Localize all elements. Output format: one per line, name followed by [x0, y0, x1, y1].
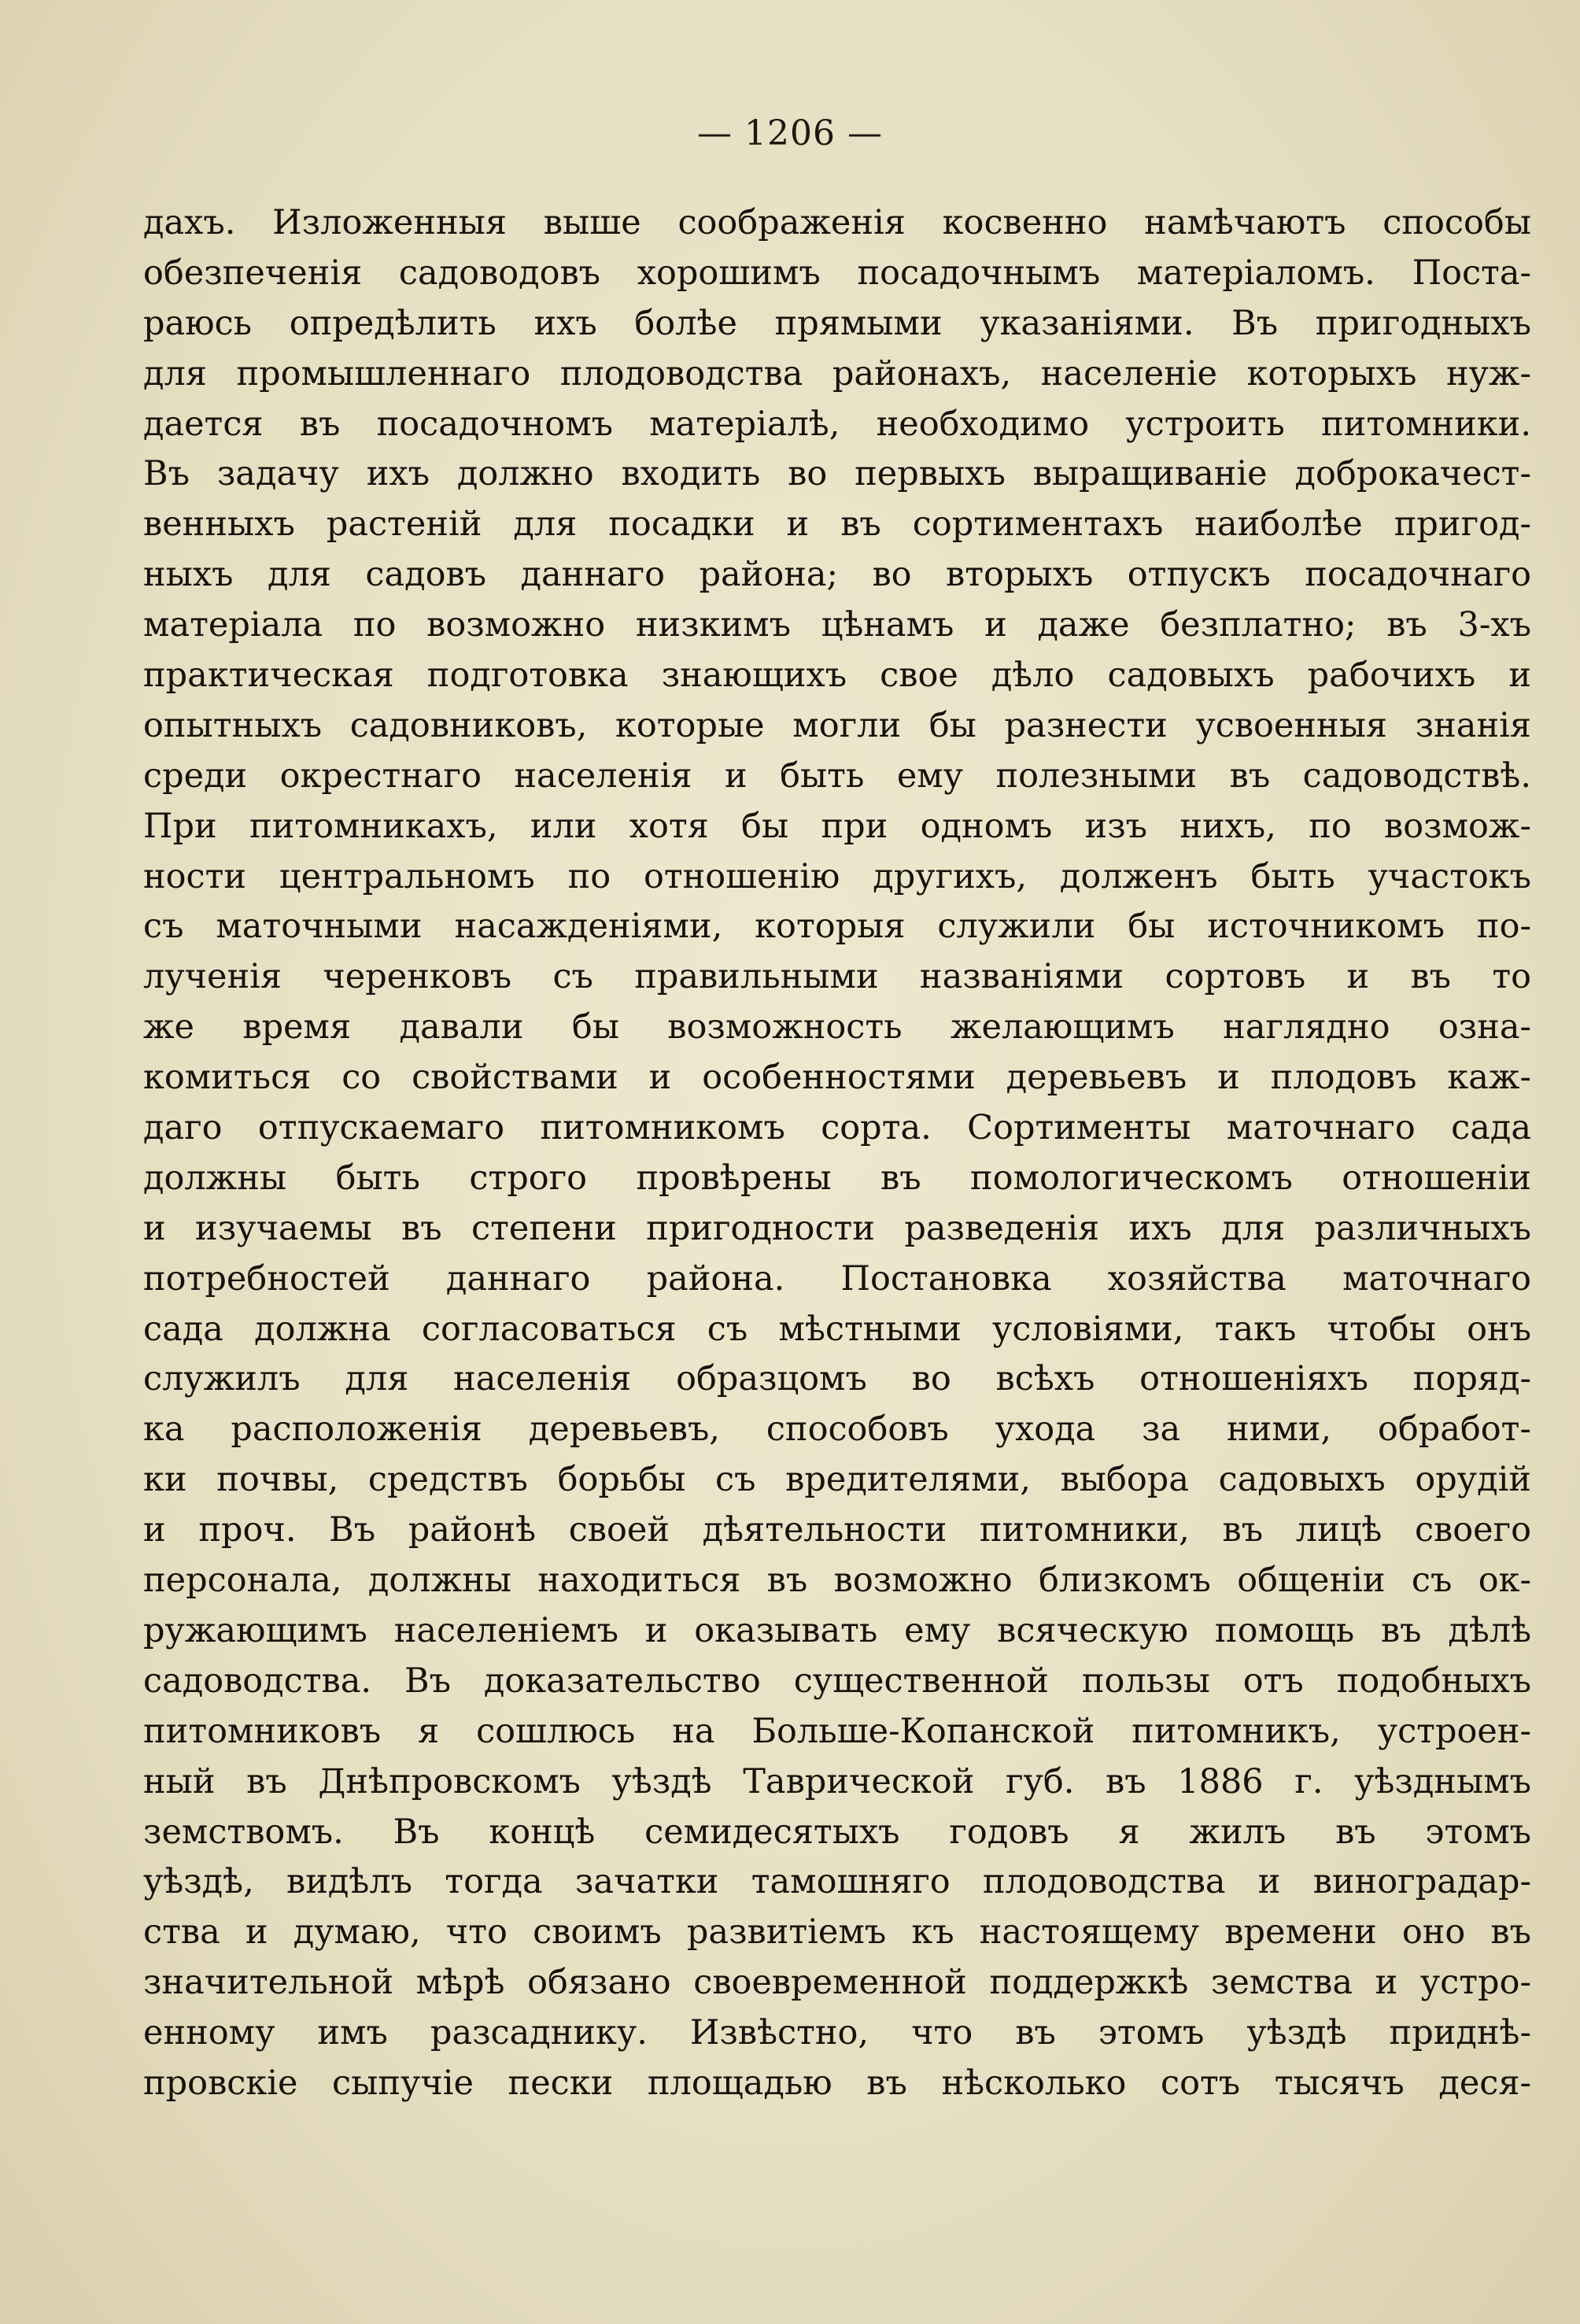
text-line: венныхъ растеній для посадки и въ сортиментахъ наиболѣе пригод-: [143, 504, 1531, 545]
text-line: и изучаемы въ степени пригодности разведенія ихъ для различныхъ: [143, 1208, 1531, 1248]
text-line: ружающимъ населеніемъ и оказывать ему всяческую помощь въ дѣлѣ: [143, 1610, 1531, 1650]
text-line: провскіе сыпучіе пески площадью въ нѣсколько сотъ тысячъ деся-: [143, 2063, 1531, 2103]
text-line: ныхъ для садовъ даннаго района; во вторыхъ отпускъ посадочнаго: [143, 555, 1531, 595]
body-text: [143, 198, 1531, 2109]
text-line: практическая подготовка знающихъ свое дѣло садовыхъ рабочихъ и: [143, 656, 1531, 696]
text-line: матеріала по возможно низкимъ цѣнамъ и даже безплатно; въ 3-хъ: [143, 605, 1531, 645]
text-line: опытныхъ садовниковъ, которые могли бы разнести усвоенныя знанія: [143, 705, 1531, 745]
text-line: питомниковъ я сошлюсь на Больше-Копанской питомникъ, устроен-: [143, 1711, 1531, 1751]
text-line: ки почвы, средствъ борьбы съ вредителями, выбора садовыхъ орудій: [143, 1460, 1531, 1500]
text-line: персонала, должны находиться въ возможно близкомъ общеніи съ ок-: [143, 1561, 1531, 1601]
text-line: обезпеченія садоводовъ хорошимъ посадочнымъ матеріаломъ. Поста-: [143, 253, 1531, 293]
text-line: комиться со свойствами и особенностями деревьевъ и плодовъ каж-: [143, 1058, 1531, 1098]
text-line: должны быть строго провѣрены въ помологическомъ отношеніи: [143, 1158, 1531, 1198]
text-line: земствомъ. Въ концѣ семидесятыхъ годовъ я жилъ въ этомъ: [143, 1812, 1531, 1852]
text-line: уѣздѣ, видѣлъ тогда зачатки тамошняго плодоводства и виноградар-: [143, 1862, 1531, 1902]
text-line: При питомникахъ, или хотя бы при одномъ изъ нихъ, по возмож-: [143, 806, 1531, 846]
text-line: съ маточными насажденіями, которыя служили бы источникомъ по-: [143, 907, 1531, 947]
text-line: ства и думаю, что своимъ развитіемъ къ настоящему времени оно въ: [143, 1912, 1531, 1953]
text-line: дается въ посадочномъ матеріалѣ, необходимо устроить питомники.: [143, 404, 1531, 444]
text-line: для промышленнаго плодоводства районахъ, населеніе которыхъ нуж-: [143, 353, 1531, 393]
text-line: дахъ. Изложенныя выше соображенія косвенно намѣчаютъ способы: [143, 203, 1531, 242]
text-line: ный въ Днѣпровскомъ уѣздѣ Таврической губ. въ 1886 г. уѣзднымъ: [143, 1761, 1531, 1801]
text-line: потребностей даннаго района. Постановка хозяйства маточнаго: [143, 1258, 1531, 1299]
text-line: Въ задачу ихъ должно входить во первыхъ выращиваніе доброкачест-: [143, 454, 1531, 494]
text-line: и проч. Въ районѣ своей дѣятельности питомники, въ лицѣ своего: [143, 1510, 1531, 1550]
text-line: раюсь опредѣлить ихъ болѣе прямыми указаніями. Въ пригодныхъ: [143, 303, 1531, 343]
text-line: же время давали бы возможность желающимъ наглядно озна-: [143, 1007, 1531, 1047]
text-line: ности центральномъ по отношенію другихъ, долженъ быть участокъ: [143, 856, 1531, 896]
text-line: лученія черенковъ съ правильными названіями сортовъ и въ то: [143, 957, 1531, 997]
text-line: значительной мѣрѣ обязано своевременной поддержкѣ земства и устро-: [143, 1963, 1531, 2003]
text-line: ка расположенія деревьевъ, способовъ ухода за ними, обработ-: [143, 1410, 1531, 1450]
page-number: — 1206 —: [697, 113, 883, 153]
text-line: даго отпускаемаго питомникомъ сорта. Сортименты маточнаго сада: [143, 1108, 1531, 1148]
text-line: среди окрестнаго населенія и быть ему полезными въ садоводствѣ.: [143, 756, 1531, 796]
text-line: сада должна согласоваться съ мѣстными условіями, такъ чтобы онъ: [143, 1309, 1531, 1349]
text-line: садоводства. Въ доказательство существенной пользы отъ подобныхъ: [143, 1661, 1531, 1701]
text-line: служилъ для населенія образцомъ во всѣхъ отношеніяхъ поряд-: [143, 1359, 1531, 1399]
text-line: енному имъ разсаднику. Извѣстно, что въ этомъ уѣздѣ приднѣ-: [143, 2013, 1531, 2053]
